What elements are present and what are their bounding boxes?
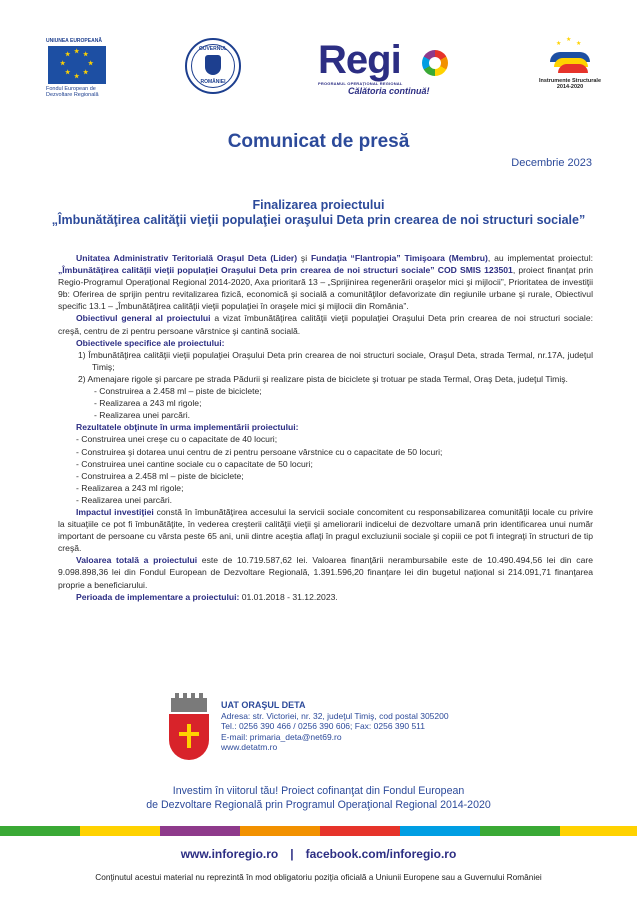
uat-email[interactable]: E-mail: primaria_deta@net69.ro [221,731,342,742]
color-stripe [0,826,637,836]
specific-sub-item: - Realizarea a 243 ml rigole; [94,398,202,409]
gov-seal-bottom-text: ROMÂNIEI [200,79,226,85]
specific-sub-item: - Realizarea unei parcări. [94,410,191,421]
uat-contact-text [221,700,449,753]
uat-address: Adresa: str. Victoriei, nr. 32, judeţul Timiş, cod postal 305200 [221,710,449,721]
result-item: - Construirea unei cantine sociale cu o capacitate de 50 locuri; [76,458,313,469]
impact-paragraph: Impactul investiţiei constă în îmbunătăţirea accesului la servicii sociale concomitent cu responsabilizarea comunităţii locale cu privire la situaţiile ce pot fi îmbunătăţite, în vederea creşterii calităţii vieţii şi ameliorarii indicelui de dezvoltare umană prin identificarea unui număr important de persoane cu vârsta peste 65 ani, unii dintre aceştia aflaţi în pragul excluziunii sociale şi copiii ce pot fi integraţi în structuri de tip creşă. [58,506,593,554]
general-objective-paragraph: Obiectivul general al proiectului a vizat îmbunătăţirea calităţii vieţii populaţiei Oraşului Deta prin crearea de noi structuri sociale: creşă, centru de zi pentru persoane vârstnice şi cantină socială. [58,313,594,336]
results-heading: Rezultatele obţinute în urma implementării proiectului: [76,422,299,433]
uat-website-link[interactable]: www.detatm.ro [221,742,278,753]
intro-paragraph: Unitatea Administrativ Teritorială Oraşul Deta (Lider) şi Fundaţia “Flantropia” Timişoara (Membru), au implementat proiectul: „Îmbunătăţirea calităţii vieţii populaţiei Oraşului Deta prin crearea de noi structuri sociale” COD SMIS 123501, proiect finanţat prin Regio-Programul Operaţional Regional 2014-2020, Axa prioritară 13 – „Sprijinirea regenerării oraşelor mici şi mijlocii”, Prioritatea de investiţii 9b: Oferirea de sprijin pentru revitalizarea fizică, economică şi socială a comunităţilor defavorizate din regiunile urbane şi rurale, Obiectivul specific 13.1 – „Îmbunătăţirea calităţii vieţii populaţiei în oraşele mici şi mijlocii din România”. [58,253,593,312]
specific-objective-item: 1) Îmbunătăţirea calităţii vieţii populaţiei Oraşului Deta prin crearea de noi structuri sociale, Oraşul Deta, strada Termal, nr.17A, judeţul Timiş; [78,349,593,372]
headline-line-2: „Îmbunătăţirea calităţii vieţii populaţiei oraşului Deta prin crearea de noi structuri sociale” [51,213,586,227]
regio-logo [318,40,448,96]
deta-coat-of-arms-icon [165,698,213,762]
logo-bar [0,34,637,104]
regio-wordmark: Regi [318,38,401,82]
press-release-date: Decembrie 2023 [511,157,592,169]
structural-instruments-logo [530,34,610,90]
uat-phone: Tel.: 0256 390 466 / 0256 390 606; Fax: 0256 390 511 [221,721,426,732]
eu-flag-icon: ★ ★ ★ ★ ★ ★ ★ ★ [48,46,106,84]
regio-slogan: Călătoria continuă! [348,86,430,96]
inforegio-website-link[interactable]: www.inforegio.ro [180,847,279,861]
eu-logo-top-text: UNIUNEA EUROPEANĂ [46,38,102,44]
result-item: - Construirea şi dotarea unui centru de zi pentru persoane vârstnice cu o capacitate de 50 locuri; [76,446,443,457]
uat-contact-block [165,698,545,768]
gov-seal-top-text: GUVERNUL [198,46,228,52]
result-item: - Construirea unei creşe cu o capacitate de 40 locuri; [76,434,278,445]
regio-subtitle: PROGRAMUL OPERAŢIONAL REGIONAL [318,81,403,86]
result-item: - Realizarea unei parcări. [76,494,173,505]
specific-objective-item: 2) Amenajare rigole şi parcare pe strada Pădurii şi realizare pista de biciclete şi trotuar pe stada Termal, Oraş Deta, judeţul Timiş. [78,373,568,384]
value-paragraph: Valoarea totală a proiectului este de 10.719.587,62 lei. Valoarea finanţării nerambursabile este de 10.490.494,56 lei din care 9.098.898,36 lei din Fondul European de Dezvoltare Regională, 1.391.596,20 finanţare lei din bugetul naţional si 214.091,71 finanţarea proprie a beneficiarului. [58,555,593,590]
structural-instruments-emblem-icon: ★ ★ ★ [548,34,592,78]
period-paragraph: Perioada de implementare a proiectului: 01.01.2018 - 31.12.2023. [76,591,338,602]
government-seal-icon [185,38,241,94]
result-item: - Realizarea a 243 ml rigole; [76,482,184,493]
investment-line-1: Investim în viitorul tău! Proiect cofinanţat din Fondul European [172,785,465,797]
footer-links [0,847,637,861]
eu-logo-bottom-text-1: Fondul European de [46,86,96,92]
result-item: - Construirea a 2.458 ml – piste de biciclete; [76,470,244,481]
press-release-body [58,252,593,603]
eagle-icon [205,55,221,75]
investment-line-2: de Dezvoltare Regională prin Programul Operaţional Regional 2014-2020 [146,799,491,811]
specific-sub-item: - Construirea a 2.458 ml – piste de biciclete; [94,386,262,397]
structural-instruments-text-1: Instrumente Structurale [538,78,602,84]
eu-logo [46,38,116,98]
uat-name: UAT ORAŞUL DETA [221,700,306,710]
eu-logo-bottom-text-2: Dezvoltare Regională [46,92,99,98]
investment-statement [0,784,637,812]
specific-objectives-heading: Obiectivele specifice ale proiectului: [76,337,225,348]
link-separator: | [290,847,294,861]
structural-instruments-text-2: 2014-2020 [556,84,584,90]
disclaimer: Conţinutul acestui material nu reprezintă în mod obligatoriu poziţia oficială a Uniunii Europene sau a Guvernului României [95,872,542,882]
page-title: Comunicat de presă [227,131,410,152]
regio-ring-icon [422,50,448,76]
facebook-link[interactable]: facebook.com/inforegio.ro [305,847,457,861]
headline-line-1: Finalizarea proiectului [252,198,385,212]
